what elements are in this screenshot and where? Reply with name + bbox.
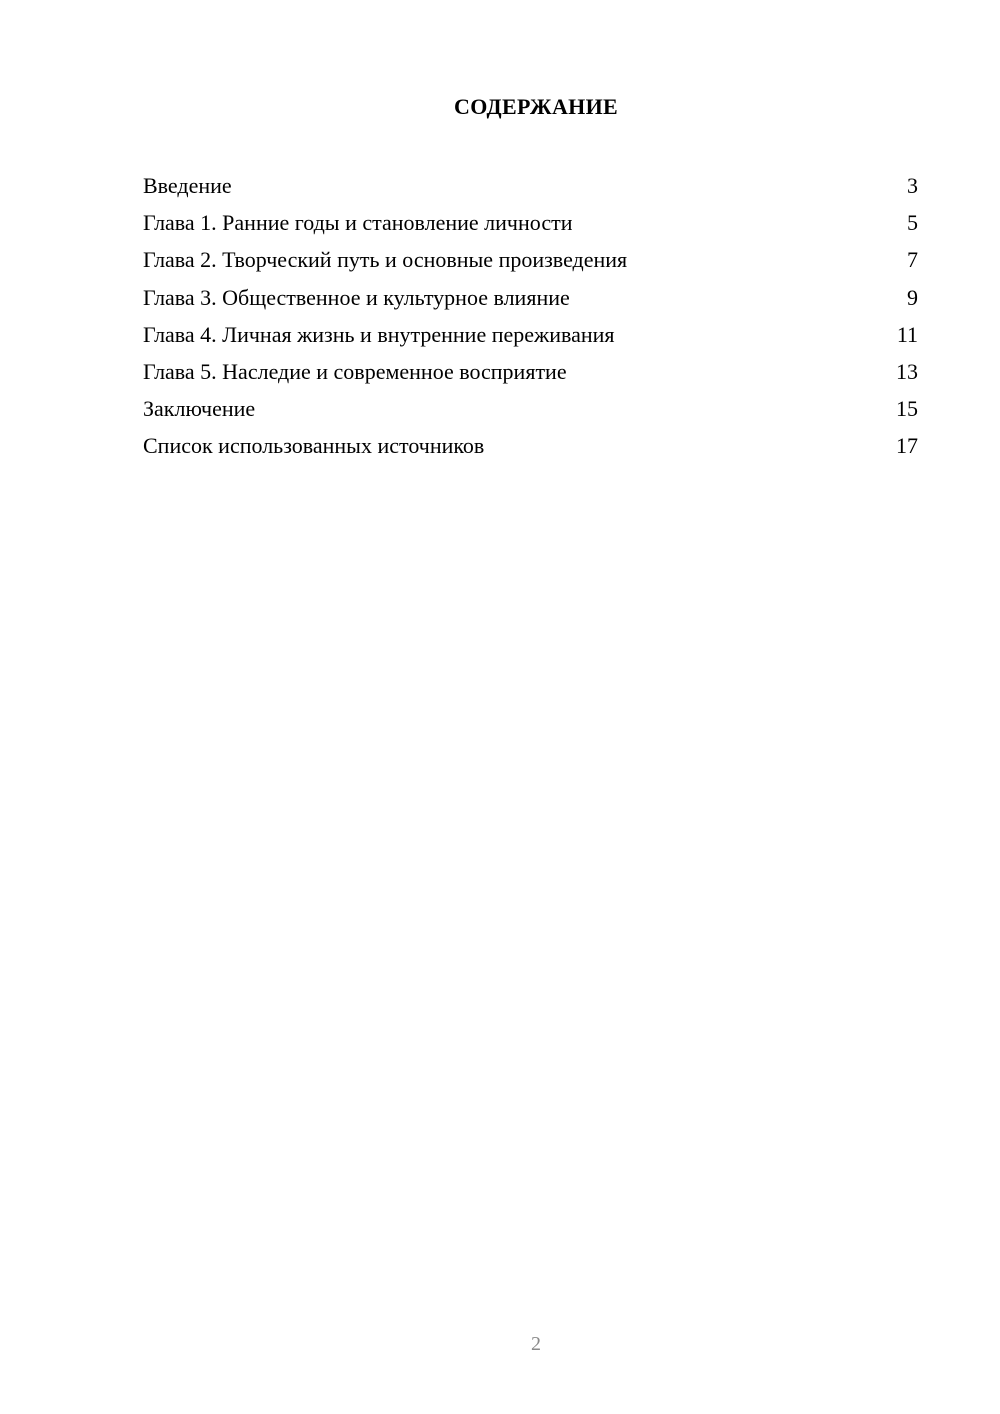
toc-entry-page: 17: [896, 433, 918, 459]
toc-entry-label: Глава 2. Творческий путь и основные произведения: [143, 247, 628, 273]
toc-entry-page: 11: [896, 321, 918, 347]
toc-entry-page: 7: [907, 247, 918, 273]
toc-entry-label: Глава 4. Личная жизнь и внутренние переживания: [143, 321, 615, 347]
page-number: 2: [531, 1333, 541, 1355]
toc-entry-label: Введение: [143, 173, 232, 198]
toc-entry-label: Заключение: [143, 396, 256, 422]
page-title: СОДЕРЖАНИЕ: [454, 94, 618, 119]
toc-entry-chapter-1[interactable]: [143, 204, 918, 241]
toc-entry-label: Список использованных источников: [143, 433, 485, 459]
toc-entry-references[interactable]: [143, 427, 918, 464]
toc-entry-page: 3: [907, 173, 918, 198]
table-of-contents: [143, 167, 918, 465]
toc-entry-chapter-4[interactable]: [143, 316, 918, 353]
toc-entry-label: Глава 3. Общественное и культурное влияние: [143, 284, 570, 310]
toc-entry-page: 5: [907, 210, 918, 236]
toc-entry-introduction[interactable]: [143, 167, 918, 204]
toc-entry-label: Глава 1. Ранние годы и становление личности: [143, 210, 573, 236]
toc-entry-chapter-3[interactable]: [143, 279, 918, 316]
toc-entry-page: 15: [896, 396, 918, 422]
toc-entry-chapter-2[interactable]: [143, 241, 918, 278]
toc-entry-chapter-5[interactable]: [143, 353, 918, 390]
toc-entry-page: 9: [907, 284, 918, 310]
toc-entry-label: Глава 5. Наследие и современное восприятие: [143, 358, 567, 384]
toc-entry-conclusion[interactable]: [143, 390, 918, 427]
toc-entry-page: 13: [896, 358, 918, 384]
